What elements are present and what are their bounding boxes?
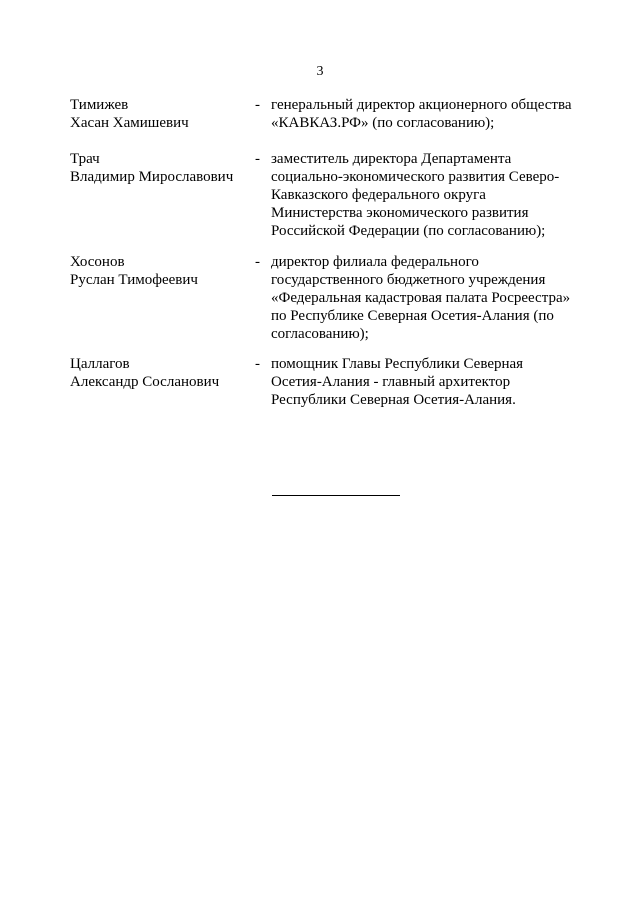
position-line: Республики Северная Осетия-Алания. — [271, 392, 516, 408]
member-dash: - — [255, 254, 260, 270]
member-surname: Хосонов — [70, 254, 125, 270]
member-name — [70, 253, 250, 289]
position-line: «КАВКАЗ.РФ» (по согласованию); — [271, 115, 495, 131]
position-line: Российской Федерации (по согласованию); — [271, 223, 546, 239]
member-position — [271, 253, 582, 343]
position-line: Осетия-Алания - главный архитектор — [271, 374, 511, 390]
position-line: помощник Главы Республики Северная — [271, 356, 524, 372]
member-dash: - — [255, 97, 260, 113]
member-given-name: Руслан Тимофеевич — [70, 272, 198, 288]
member-surname: Трач — [70, 151, 100, 167]
position-line: Кавказского федерального округа — [271, 187, 486, 203]
position-line: директор филиала федерального — [271, 254, 479, 270]
position-line: Министерства экономического развития — [271, 205, 529, 221]
position-line: согласованию); — [271, 326, 369, 342]
member-list — [0, 96, 640, 408]
member-given-name: Владимир Мирославович — [70, 169, 234, 185]
member-dash: - — [255, 356, 260, 372]
member-surname: Цаллагов — [70, 356, 130, 372]
position-line: по Республике Северная Осетия-Алания (по — [271, 308, 554, 324]
member-surname: Тимижев — [70, 97, 129, 113]
member-entry — [0, 96, 640, 146]
member-given-name: Хасан Хамишевич — [70, 115, 189, 131]
position-line: «Федеральная кадастровая палата Росреестра» — [271, 290, 571, 306]
member-position — [271, 150, 582, 240]
position-line: заместитель директора Департамента — [271, 151, 512, 167]
member-position — [271, 96, 582, 132]
member-dash: - — [255, 151, 260, 167]
position-line: генеральный директор акционерного общества — [271, 97, 572, 113]
member-position — [271, 355, 582, 409]
member-given-name: Александр Сосланович — [70, 374, 220, 390]
page-number: 3 — [316, 64, 324, 79]
position-line: социально-экономического развития Северо- — [271, 169, 560, 185]
closing-separator-line — [272, 495, 400, 496]
member-name — [70, 355, 250, 391]
member-name — [70, 150, 250, 186]
member-name — [70, 96, 250, 132]
position-line: государственного бюджетного учреждения — [271, 272, 546, 288]
